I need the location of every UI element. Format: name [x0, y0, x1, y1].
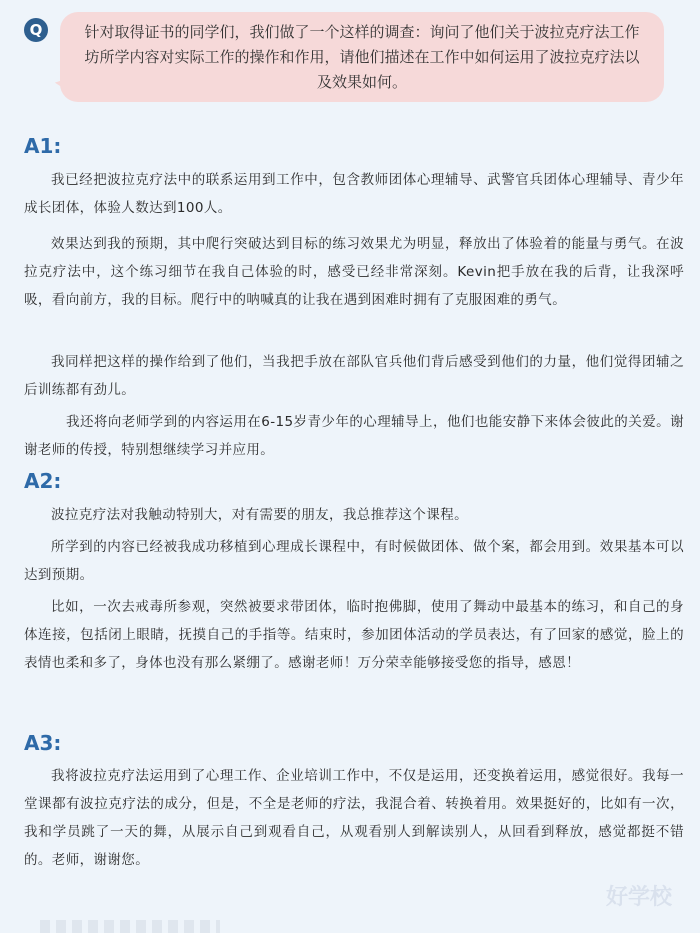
- a1-paragraph-2: 效果达到我的预期，其中爬行突破达到目标的练习效果尤为明显，释放出了体验着的能量与勇气。在波拉克疗法中，这个练习细节在我自己体验的时，感受已经非常深刻。Kevin把手放在我的后背，让我深呼吸，看向前方，我的目标。爬行中的呐喊真的让我在遇到困难时拥有了克服困难的勇气。: [24, 236, 684, 308]
- a2-paragraph-1: 波拉克疗法对我触动特别大，对有需要的朋友，我总推荐这个课程。: [51, 507, 468, 523]
- watermark-logo: 好学校: [606, 885, 673, 910]
- a1-paragraph-1: 我已经把波拉克疗法中的联系运用到工作中，包含教师团体心理辅导、武警官兵团体心理辅导、青少年成长团体，体验人数达到100人。: [24, 172, 684, 216]
- cut-off-text-line: [40, 920, 220, 933]
- answer-label-a1: A1:: [24, 134, 62, 158]
- a2-paragraph-3: 比如，一次去戒毒所参观，突然被要求带团体，临时抱佛脚，使用了舞动中最基本的练习，和自己的身体连接，包括闭上眼睛，抚摸自己的手指等。结束时，参加团体活动的学员表达，有了回家的感觉，脸上的表情也柔和多了，身体也没有那么紧绷了。感谢老师！万分荣幸能够接受您的指导，感恩！: [24, 599, 684, 671]
- question-bubble: 针对取得证书的同学们，我们做了一个这样的调查：询问了他们关于波拉克疗法工作坊所学内容对实际工作的操作和作用，请他们描述在工作中如何运用了波拉克疗法以及效果如何。: [60, 12, 664, 102]
- answer-label-a3: A3:: [24, 731, 62, 755]
- a1-paragraph-4: 我还将向老师学到的内容运用在6-15岁青少年的心理辅导上，他们也能安静下来体会彼此的关爱。谢谢老师的传授，特别想继续学习并应用。: [24, 414, 684, 458]
- a3-paragraph-1: 我将波拉克疗法运用到了心理工作、企业培训工作中，不仅是运用，还变换着运用，感觉很好。我每一堂课都有波拉克疗法的成分，但是，不全是老师的疗法，我混合着、转换着用。效果挺好的，比如有一次，我和学员跳了一天的舞，从展示自己到观看自己，从观看别人到解读别人，从回看到释放，感觉都挺不错的。老师，谢谢您。: [24, 768, 684, 868]
- a1-paragraph-3: 我同样把这样的操作给到了他们，当我把手放在部队官兵他们背后感受到他们的力量，他们觉得团辅之后训练都有劲儿。: [24, 354, 684, 398]
- a2-paragraph-2: 所学到的内容已经被我成功移植到心理成长课程中，有时候做团体、做个案，都会用到。效果基本可以达到预期。: [24, 539, 684, 583]
- answer-label-a2: A2:: [24, 469, 62, 493]
- question-badge-icon: Q: [24, 18, 48, 42]
